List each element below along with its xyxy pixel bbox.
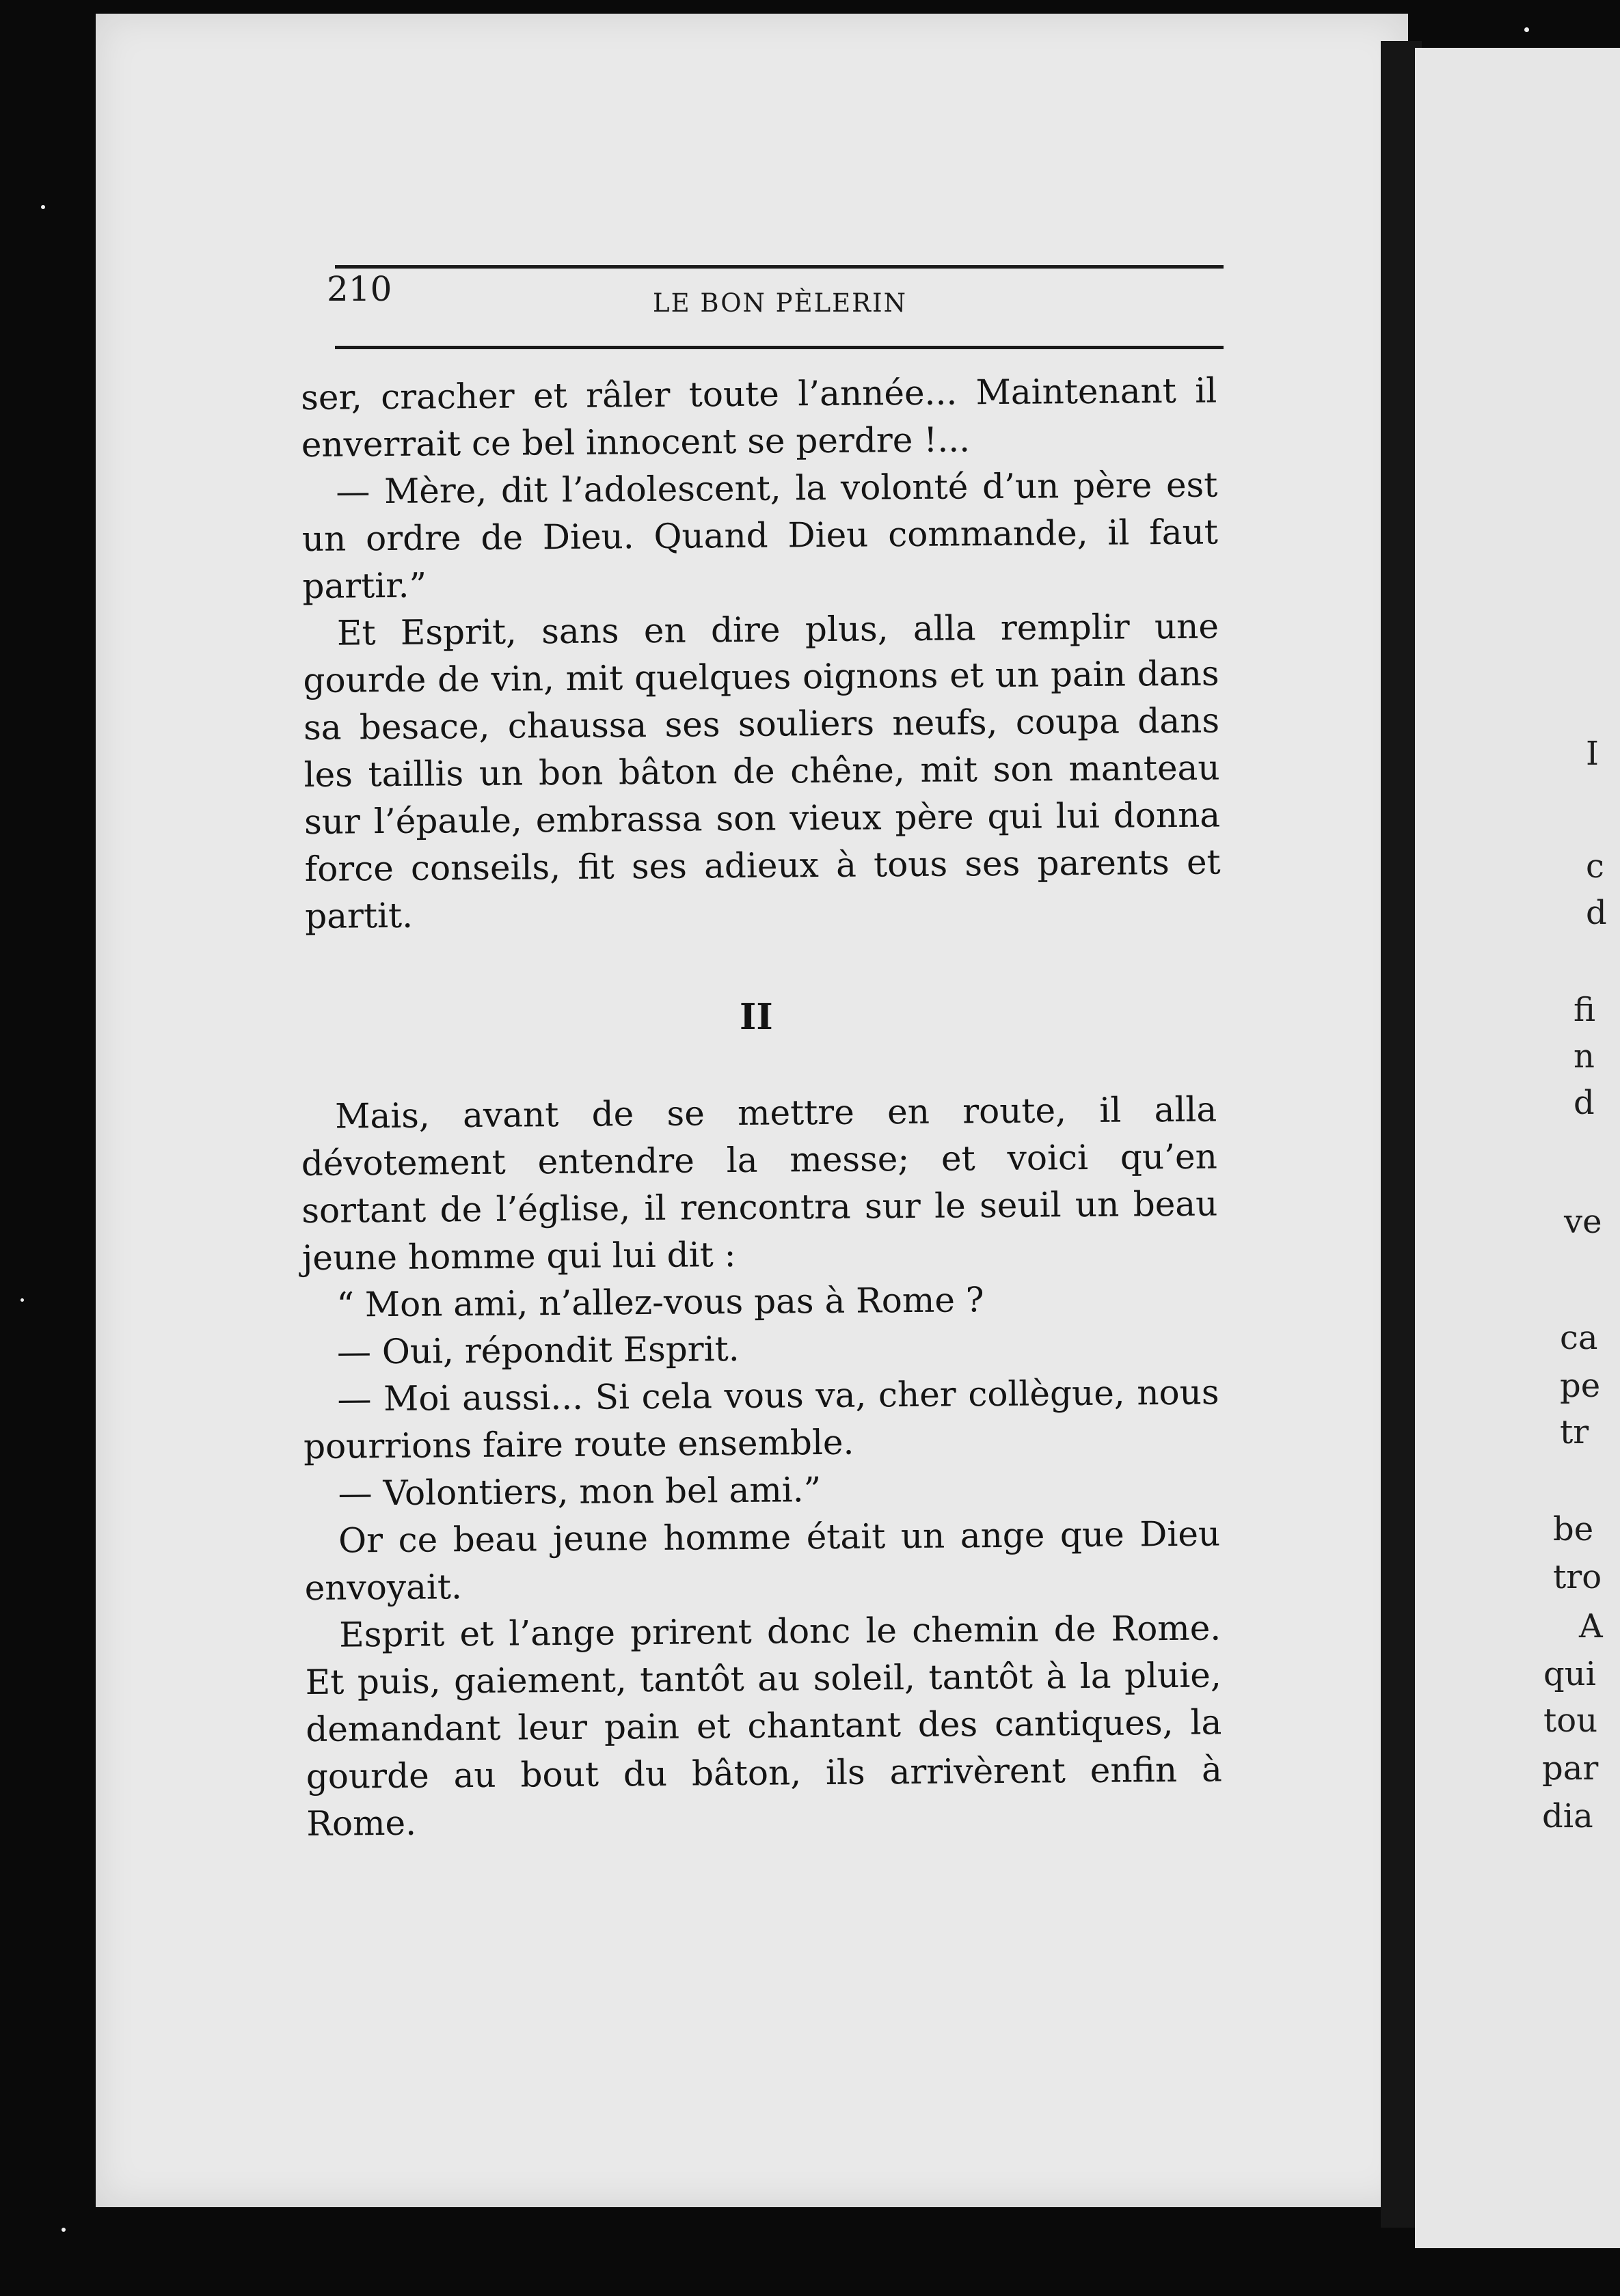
paragraph-dialogue: — Mère, dit l’adolescent, la volonté d’un père est un ordre de Dieu. Quand Dieu commande, il faut partir.” [301, 465, 1219, 606]
adjacent-page-fragment: I [1586, 735, 1599, 773]
paragraph-continuation: ser, cracher et râler toute l’année... Maintenant il enverrait ce bel innocent se perdre !... [301, 370, 1217, 465]
adjacent-page-fragment: A [1579, 1607, 1603, 1645]
header-bottom-rule [335, 346, 1224, 349]
adjacent-page-fragment: be [1553, 1510, 1594, 1548]
adjacent-page-fragment: c [1586, 847, 1604, 886]
section-heading: II [740, 996, 773, 1038]
paragraph-dialogue: — Oui, répondit Esprit. [336, 1328, 740, 1372]
text-before-section [301, 367, 1221, 940]
scan-speck [21, 1298, 24, 1302]
page-number: 210 [327, 269, 392, 309]
running-title: LE BON PÈLERIN [653, 288, 908, 318]
scan-speck [1524, 27, 1529, 32]
adjacent-page-fragment: n [1574, 1037, 1595, 1076]
adjacent-page-fragment: pe [1560, 1367, 1601, 1405]
adjacent-page-fragment: tr [1560, 1413, 1589, 1451]
adjacent-page-fragment: ve [1564, 1203, 1602, 1241]
paragraph: Mais, avant de se mettre en route, il alla dévotement entendre la messe; et voici qu’en sortant de l’église, il rencontra sur le seuil un beau jeune homme qui lui dit : [301, 1089, 1218, 1278]
paragraph: Or ce beau jeune homme était un ange que Dieu envoyait. [304, 1514, 1221, 1608]
adjacent-page-fragment: d [1586, 894, 1607, 932]
paragraph-departure: Et Esprit, sans en dire plus, alla remplir une gourde de vin, mit quelques oignons et un pain dans sa besace, chaussa ses souliers neufs, coupa dans les taillis un bon bâton de chêne, mit son manteau sur l’épaule, embrassa son vieux père qui lui donna force conseils, fit ses adieux à tous ses parents et partit. [303, 606, 1221, 936]
header-top-rule [335, 265, 1224, 269]
paragraph-dialogue: “ Mon ami, n’allez-vous pas à Rome ? [336, 1280, 984, 1325]
adjacent-page-edge [1415, 48, 1620, 2248]
scan-speck [41, 205, 45, 209]
paragraph-dialogue: — Moi aussi... Si cela vous va, cher collègue, nous pourrions faire route ensemble. [303, 1372, 1219, 1466]
adjacent-page-fragment: qui [1543, 1655, 1596, 1693]
adjacent-page-fragment: fi [1574, 991, 1596, 1029]
adjacent-page-fragment: ca [1560, 1319, 1598, 1357]
text-after-section [301, 1086, 1223, 1847]
adjacent-page-fragment: dia [1542, 1797, 1593, 1835]
adjacent-page-fragment: par [1542, 1749, 1599, 1788]
scan-speck [62, 2228, 66, 2232]
adjacent-page-fragment: d [1574, 1084, 1595, 1122]
adjacent-page-fragment: tro [1553, 1558, 1602, 1596]
paragraph: Esprit et l’ange prirent donc le chemin de Rome. Et puis, gaiement, tantôt au soleil, tantôt à la pluie, demandant leur pain et chantant des cantiques, la gourde au bout du bâton, ils arrivèrent enfin à Rome. [305, 1608, 1223, 1844]
adjacent-page-fragment: tou [1543, 1702, 1598, 1740]
paragraph-dialogue: — Volontiers, mon bel ami.” [338, 1470, 822, 1514]
